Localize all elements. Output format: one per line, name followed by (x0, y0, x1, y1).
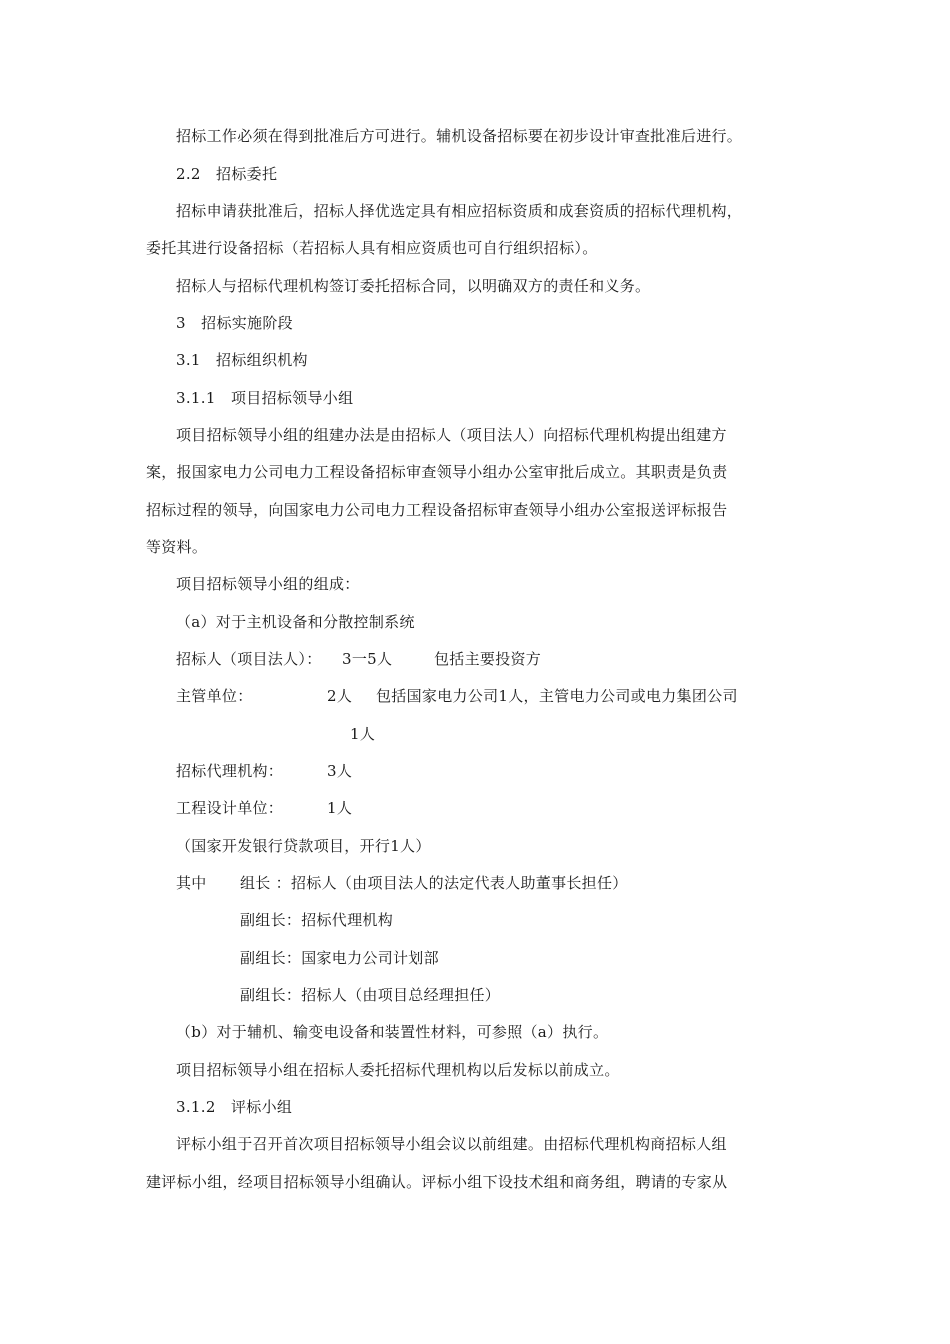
deputy-leader-row: 副组长：招标人（由项目总经理担任） (240, 986, 501, 1004)
list-item-a: （a）对于主机设备和分散控制系统 (176, 613, 415, 631)
paragraph-line: 等资料。 (146, 538, 208, 556)
paragraph-line: 项目招标领导小组的组成： (176, 575, 360, 593)
paragraph-line: 评标小组于召开首次项目招标领导小组会议以前组建。由招标代理机构商招标人组 (176, 1135, 727, 1153)
paragraph-line: 项目招标领导小组的组建办法是由招标人（项目法人）向招标代理机构提出组建方 (176, 426, 727, 444)
member-count: 3人 (327, 762, 353, 780)
member-count: 1人 (327, 799, 353, 817)
member-count: 2人 (327, 687, 353, 705)
member-count: 3一5人 (342, 650, 393, 668)
paragraph-line: 项目招标领导小组在招标人委托招标代理机构以后发标以前成立。 (176, 1061, 620, 1079)
section-heading-3-1-1: 3.1.1 项目招标领导小组 (176, 389, 354, 407)
member-role: 主管单位： (176, 687, 253, 705)
deputy-leader-row: 副组长：招标代理机构 (240, 911, 394, 929)
member-row-authority (176, 686, 738, 706)
member-row-design (176, 798, 353, 818)
leader-prefix: 其中 (176, 874, 207, 892)
member-note: 包括国家电力公司1人，主管电力公司或电力集团公司 (376, 687, 738, 705)
leader-text: 组长 ：招标人（由项目法人的法定代表人助董事长担任） (240, 874, 628, 892)
paragraph-line: 招标人与招标代理机构签订委托招标合同，以明确双方的责任和义务。 (176, 277, 651, 295)
paragraph-line: 招标工作必须在得到批准后方可进行。辅机设备招标要在初步设计审查批准后进行。 (176, 127, 743, 145)
member-note-continued: 1人 (350, 725, 376, 743)
member-role: 工程设计单位： (176, 799, 284, 817)
paragraph-line: 招标过程的领导，向国家电力公司电力工程设备招标审查领导小组办公室报送评标报告 (146, 501, 728, 519)
member-row-bidder (176, 649, 542, 669)
member-note: 包括主要投资方 (434, 650, 542, 668)
section-heading-2-2: 2.2 招标委托 (176, 165, 278, 183)
section-heading-3-1: 3.1 招标组织机构 (176, 351, 308, 369)
list-item-b: （b）对于辅机、输变电设备和装置性材料，可参照（a）执行。 (176, 1023, 609, 1041)
deputy-leader-row: 副组长：国家电力公司计划部 (240, 949, 439, 967)
paragraph-line: （国家开发银行贷款项目，开行1人） (176, 837, 431, 855)
section-heading-3: 3 招标实施阶段 (176, 314, 293, 332)
member-role: 招标人（项目法人）： (176, 650, 322, 668)
member-row-agency (176, 761, 353, 781)
paragraph-line: 建评标小组，经项目招标领导小组确认。评标小组下设技术组和商务组，聘请的专家从 (146, 1173, 728, 1191)
paragraph-line: 委托其进行设备招标（若招标人具有相应资质也可自行组织招标）。 (146, 239, 598, 257)
member-role: 招标代理机构： (176, 762, 284, 780)
leader-row (176, 873, 628, 893)
paragraph-line: 招标申请获批准后，招标人择优选定具有相应招标资质和成套资质的招标代理机构， (176, 202, 743, 220)
paragraph-line: 案，报国家电力公司电力工程设备招标审查领导小组办公室审批后成立。其职责是负责 (146, 463, 728, 481)
section-heading-3-1-2: 3.1.2 评标小组 (176, 1098, 293, 1116)
